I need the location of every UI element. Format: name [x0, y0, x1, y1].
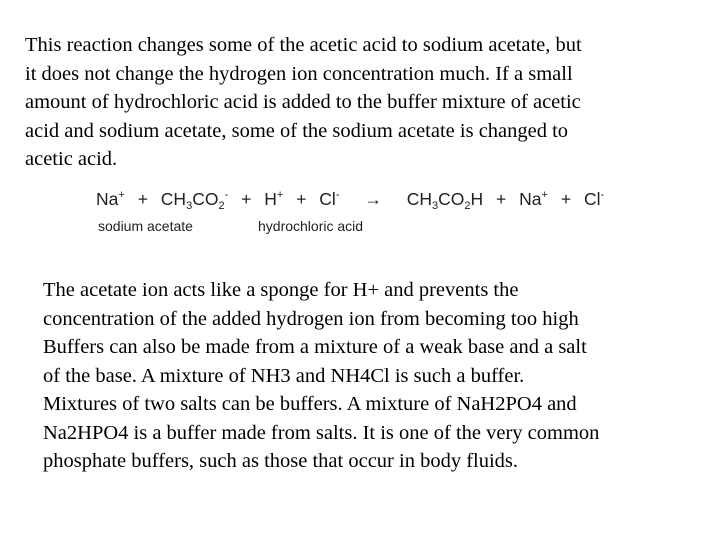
chemical-equation [96, 189, 656, 241]
plus-sign: + [137, 189, 148, 209]
text-line: The acetate ion acts like a sponge for H+ and prevents the [43, 279, 519, 301]
plus-sign: + [296, 189, 307, 209]
plus-sign: + [496, 189, 507, 209]
paragraph-buffers [43, 276, 703, 476]
acetic-acid: $CH_3CO_2H$ [406, 189, 484, 212]
text-line: Buffers can also be made from a mixture of a weak base and a salt [43, 336, 587, 358]
text-line: Na2HPO4 is a buffer made from salts. It is one of the very common [43, 421, 600, 444]
equation-formula [96, 189, 604, 212]
text-line: This reaction changes some of the acetic acid to sodium acetate, but [25, 34, 582, 56]
acetate-ion: $CH_3CO_2^-$ [160, 189, 229, 212]
text-line: Mixtures of two salts can be buffers. A mixture of NaH2PO4 and [43, 393, 577, 415]
sodium-ion: Na+ [519, 189, 548, 209]
hydrogen-ion: H+ [264, 189, 284, 209]
paragraph-intro [25, 31, 695, 174]
text-line: acetic acid. [25, 148, 118, 170]
label-hydrochloric-acid: hydrochloric acid [258, 218, 364, 234]
sodium-ion: Na+ [96, 189, 125, 209]
text-line: acid and sodium acetate, some of the sodium acetate is changed to [25, 119, 569, 142]
text-line: concentration of the added hydrogen ion from becoming too high [43, 307, 579, 330]
text-line: phosphate buffers, such as those that occur in body fluids. [43, 450, 519, 472]
reaction-arrow: → [364, 189, 382, 209]
chloride-ion: Cl- [319, 189, 340, 209]
plus-sign: + [560, 189, 572, 209]
text-line: amount of hydrochloric acid is added to the buffer mixture of acetic [25, 91, 581, 113]
text-line: it does not change the hydrogen ion concentration much. If a small [25, 62, 573, 85]
plus-sign: + [241, 189, 252, 209]
chloride-ion: Cl- [583, 189, 605, 209]
label-sodium-acetate: sodium acetate [98, 218, 193, 234]
text-line: of the base. A mixture of NH3 and NH4Cl is such a buffer. [43, 364, 525, 387]
